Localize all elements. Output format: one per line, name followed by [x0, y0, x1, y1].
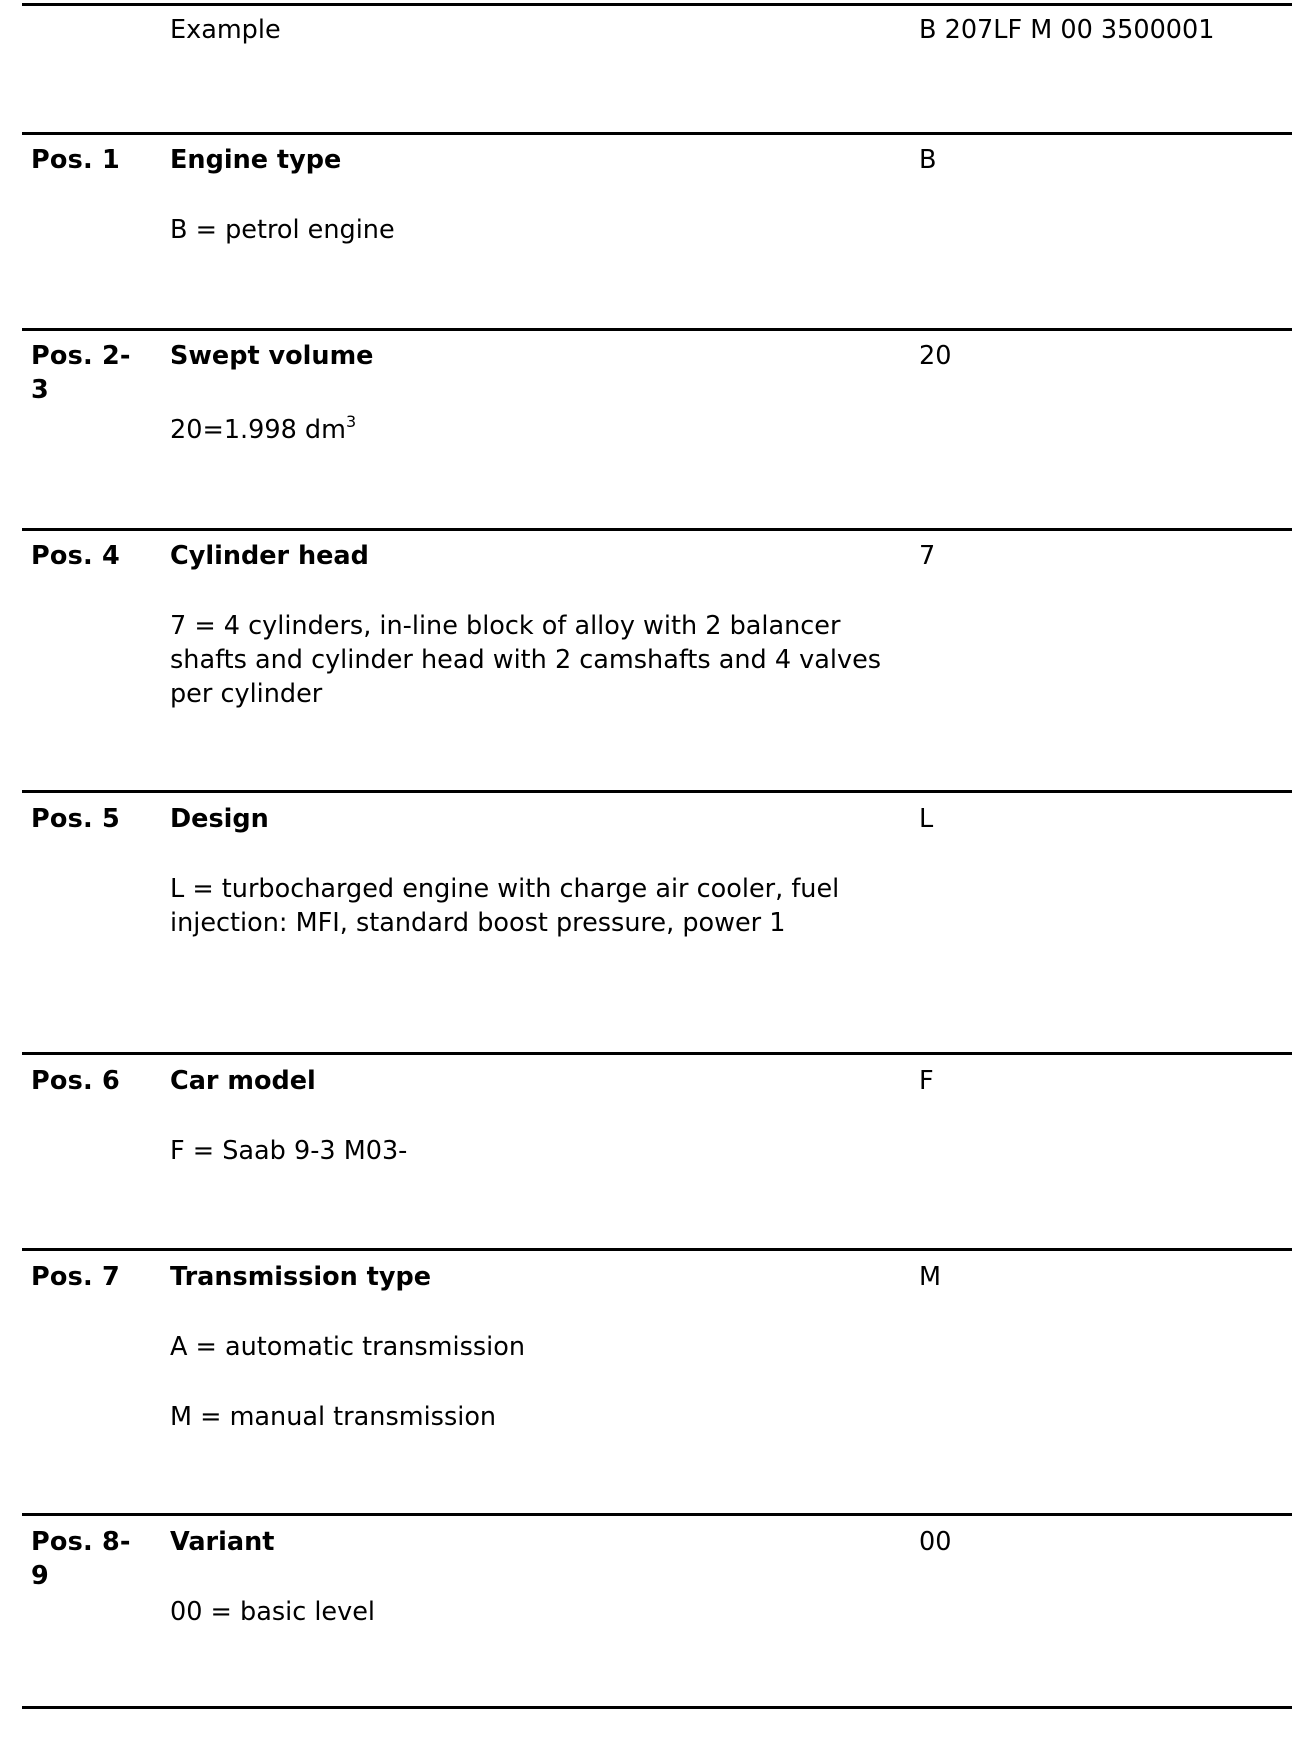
table-rule: [22, 528, 1292, 531]
row-position: Pos. 6: [31, 1066, 120, 1096]
row-position: Pos. 7: [31, 1262, 120, 1292]
superscript: 3: [345, 412, 357, 431]
row-title: Variant: [170, 1527, 275, 1557]
row-description: [170, 413, 910, 447]
row-title: Transmission type: [170, 1262, 432, 1292]
row-description: 00 = basic level: [170, 1597, 375, 1627]
row-code: F: [919, 1066, 934, 1096]
header-label: Example: [170, 15, 281, 45]
row-position: Pos. 5: [31, 804, 120, 834]
row-code: M: [919, 1262, 942, 1292]
row-description: L = turbocharged engine with charge air cooler, fuel injection: MFI, standard boost pressure, power 1: [170, 874, 840, 938]
row-code: 00: [919, 1527, 952, 1557]
table-rule: [22, 1513, 1292, 1516]
row-position: Pos. 1: [31, 145, 120, 175]
header-value: B 207LF M 00 3500001: [919, 15, 1215, 45]
table-rule: [22, 328, 1292, 331]
table-rule: [22, 3, 1292, 6]
row-title: Cylinder head: [170, 541, 369, 571]
row-description: M = manual transmission: [170, 1402, 497, 1432]
row-code: B: [919, 145, 937, 175]
row-title: Design: [170, 804, 269, 834]
table-rule: [22, 1248, 1292, 1251]
row-title: Swept volume: [170, 341, 374, 371]
row-description: 7 = 4 cylinders, in-line block of alloy with 2 balancer shafts and cylinder head with 2 camshafts and 4 valves per cylinder: [170, 611, 882, 709]
table-rule: [22, 1052, 1292, 1055]
table-rule: [22, 1706, 1292, 1709]
row-description: F = Saab 9-3 M03-: [170, 1136, 408, 1166]
row-code: 20: [919, 341, 952, 371]
row-position: Pos. 4: [31, 541, 120, 571]
row-title: Engine type: [170, 145, 342, 175]
row-title: Car model: [170, 1066, 316, 1096]
row-code: 7: [919, 541, 936, 571]
row-position: Pos. 2-3: [31, 341, 131, 405]
table-rule: [22, 790, 1292, 793]
row-code: L: [919, 804, 934, 834]
row-position: Pos. 8-9: [31, 1527, 131, 1591]
row-description: A = automatic transmission: [170, 1332, 525, 1362]
row-description: B = petrol engine: [170, 215, 395, 245]
table-rule: [22, 132, 1292, 135]
description-text: 20=1.998 dm: [170, 415, 346, 445]
